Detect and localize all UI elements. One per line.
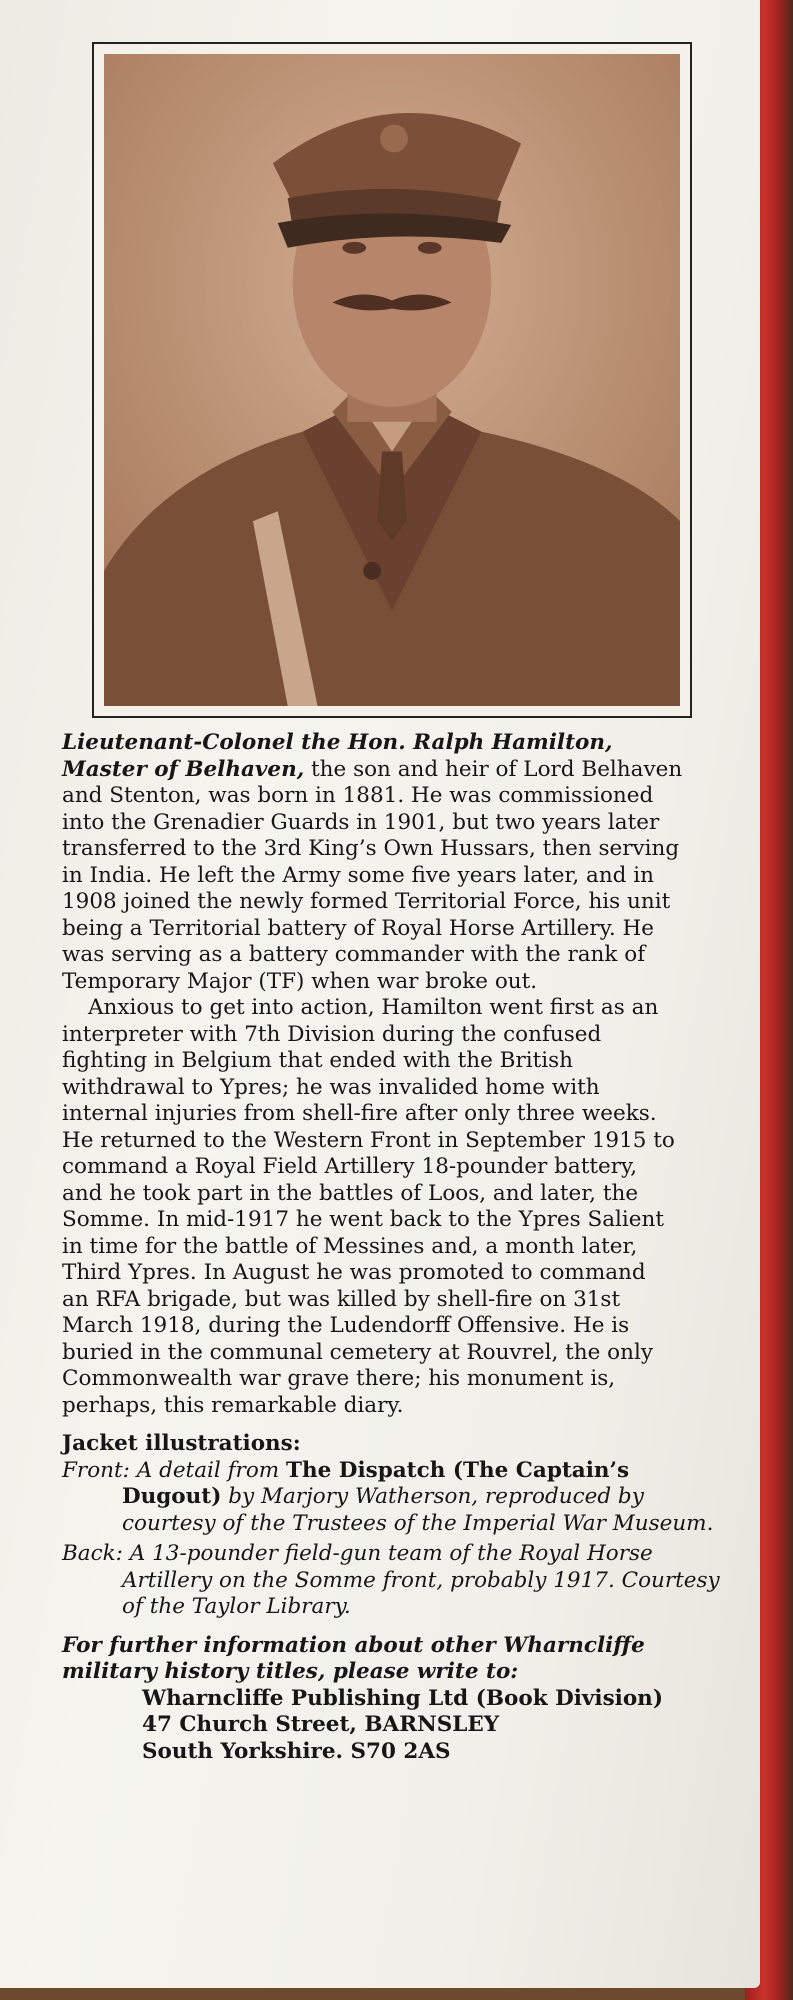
bio-line: was serving as a battery commander with the rank of	[62, 942, 646, 967]
portrait-illustration	[104, 54, 680, 706]
bio-paragraph-2	[62, 995, 702, 1419]
bio-line: interpreter with 7th Division during the confused	[62, 1021, 602, 1047]
bio-line: Somme. In mid-1917 he went back to the Ypres Salient	[62, 1207, 664, 1232]
bio-paragraph-1	[62, 783, 702, 995]
jacket-back-line3: of the Taylor Library.	[122, 1594, 351, 1619]
address-line: Wharncliffe Publishing Ltd (Book Division)	[142, 1685, 663, 1711]
jacket-front-prefix: Front: A detail from	[62, 1457, 286, 1483]
jacket-front-line1	[62, 1458, 702, 1485]
bio-line: internal injuries from shell-fire after only three weeks.	[62, 1101, 657, 1126]
jacket-front-title: The Dispatch (The Captain’s	[286, 1457, 630, 1483]
bio-line: Temporary Major (TF) when war broke out.	[62, 968, 538, 994]
bio-line: March 1918, during the Ludendorff Offensive. He is	[62, 1313, 630, 1338]
jacket-heading: Jacket illustrations:	[62, 1431, 301, 1456]
jacket-back-line1: Back: A 13-pounder field-gun team of the Royal Horse	[62, 1541, 653, 1566]
bio-line: being a Territorial battery of Royal Horse Artillery. He	[62, 915, 655, 941]
bio-line: and Stenton, was born in 1881. He was commissioned	[62, 783, 654, 808]
flap-text	[62, 730, 720, 1765]
bio-line: Anxious to get into action, Hamilton went first as an	[88, 995, 659, 1020]
bio-line: fighting in Belgium that ended with the British	[62, 1048, 574, 1073]
jacket-back-line2: Artillery on the Somme front, probably 1917. Courtesy	[122, 1567, 720, 1593]
bio-line: into the Grenadier Guards in 1901, but two years later	[62, 809, 660, 835]
bio-name-line1: Lieutenant-Colonel the Hon. Ralph Hamilton,	[62, 730, 613, 755]
bio-line-rest: the son and heir of Lord Belhaven	[304, 756, 683, 782]
jacket-front-line3: courtesy of the Trustees of the Imperial War Museum.	[122, 1510, 714, 1536]
bio-line: Third Ypres. In August he was promoted to command	[62, 1260, 646, 1285]
contact-line1: For further information about other Wharncliffe	[62, 1632, 645, 1658]
bio-line: transferred to the 3rd King’s Own Hussars, then serving	[62, 836, 680, 861]
portrait-frame	[92, 42, 692, 718]
publisher-address	[62, 1686, 702, 1766]
jacket-front-line2	[62, 1484, 702, 1511]
bio-line: an RFA brigade, but was killed by shell-fire on 31st	[62, 1286, 621, 1312]
jacket-front-rest2: by Marjory Watherson, reproduced by	[221, 1484, 644, 1509]
jacket-front-title2: Dugout)	[122, 1484, 222, 1509]
bio-name-line2	[62, 757, 702, 784]
bio-line: perhaps, this remarkable diary.	[62, 1392, 404, 1418]
bio-line: in India. He left the Army some five years later, and in	[62, 862, 655, 888]
bio-line: Commonwealth war grave there; his monument is,	[62, 1366, 616, 1391]
contact-line2: military history titles, please write to:	[62, 1659, 519, 1684]
address-line: 47 Church Street, BARNSLEY	[142, 1712, 500, 1737]
bio-line: buried in the communal cemetery at Rouvrel, the only	[62, 1339, 653, 1365]
portrait-photo	[104, 54, 680, 706]
bio-line: and he took part in the battles of Loos, and later, the	[62, 1180, 639, 1206]
bio-line: He returned to the Western Front in September 1915 to	[62, 1127, 675, 1153]
address-line: South Yorkshire. S70 2AS	[142, 1738, 451, 1764]
bio-line: command a Royal Field Artillery 18-pounder battery,	[62, 1154, 638, 1179]
bio-line: 1908 joined the newly formed Territorial Force, his unit	[62, 889, 671, 914]
bio-line: in time for the battle of Messines and, a month later,	[62, 1233, 638, 1259]
bio-line: withdrawal to Ypres; he was invalided home with	[62, 1074, 600, 1100]
bio-name-title: Master of Belhaven,	[62, 756, 305, 782]
